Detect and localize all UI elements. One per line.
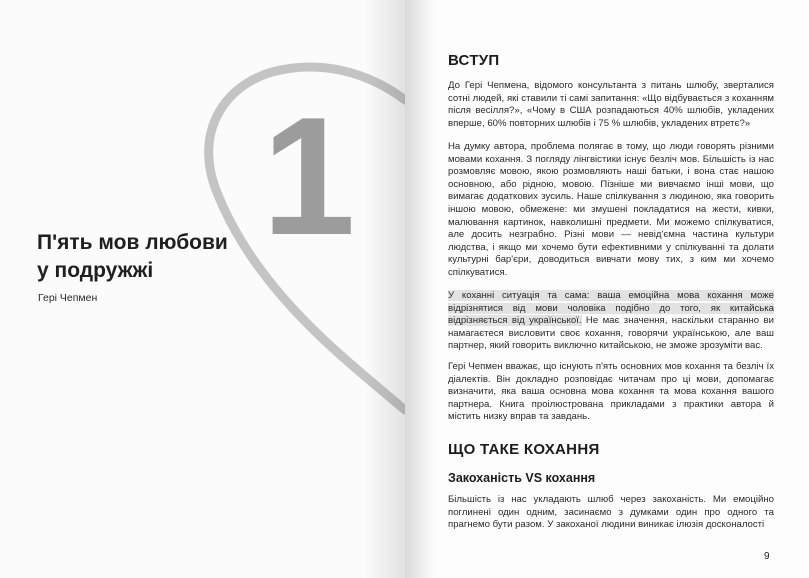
page-number: 9	[764, 551, 770, 562]
paragraph-intro-2: На думку автора, проблема полягає в тому, що люди говорять різними мовами кохання. З погляду лінгвістики існує безліч мов. Більшість із нас розмовляє мовою, якою розмовляють наші батьки, і вона стає нашою основною, або рідною, мовою. Пізніше ми вивчаємо інші мови, що вимагає додаткових зусиль. Наше спілкування з людиною, яка говорить іншою мовою, обмежене: ми змушені покладатися на жести, кивки, малювання картинок, навколишні предмети. Ми можемо спілкуватися, але досить незграбно. Різні мови — невід'ємна частина культури людства, і якщо ми хочемо бути ефективними у спілкуванні та долати культурні бар'єри, доводиться вивчати мову тих, з ким ми хочемо спілкуватися.	[448, 141, 774, 278]
paragraph-text: Не має значення, наскільки старанно ви намагаєтеся висловити своє кохання, говорячи українською, але ваш партнер, який говорить виключно китайською, не зможе зрозуміти вас.	[448, 315, 774, 352]
paragraph-intro-3	[448, 290, 774, 353]
book-title: П'ять мов любови у подружжі	[37, 231, 228, 282]
paragraph-intro-1: До Гері Чепмена, відомого консультанта з питань шлюбу, зверталися сотні людей, які ставили ті самі запитання: «Що відбувається з коханням після весілля?», «Чому в США розпадаються 40% шлюбів, укладених вперше, 60% повторних шлюбів і 75 % шлюбів, укладених втретє?»	[448, 80, 774, 129]
chapter-number: 1	[262, 82, 356, 270]
paragraph-love-1: Більшість із нас укладають шлюб через закоханість. Ми емоційно поглинені один одним, засинаємо з думками один про одного та прагнемо бути разом. У закоханої людини виникає ілюзія досконалості	[448, 494, 774, 531]
heading-what-is-love: ЩО ТАКЕ КОХАННЯ	[448, 441, 600, 458]
subheading-infatuation: Закоханість VS кохання	[448, 471, 596, 485]
highlighted-text: У коханні ситуація та сама: ваша емоційна мова кохання може відрізнятися від мови чоловіка подібно до того, як китайська відрізняється від української.	[448, 290, 774, 327]
paragraph-intro-4: Гері Чепмен вважає, що існують п'ять основних мов кохання та безліч їх діалектів. Він докладно розповідає читачам про ці мови, допомагає визначити, яка ваша основна мова кохання та мова кохання вашого партнера. Книга проілюстрована прикладами з практики автора й містить низку вправ та завдань.	[448, 361, 774, 423]
book-author: Гері Чепмен	[38, 292, 98, 304]
heading-intro: ВСТУП	[448, 52, 500, 69]
